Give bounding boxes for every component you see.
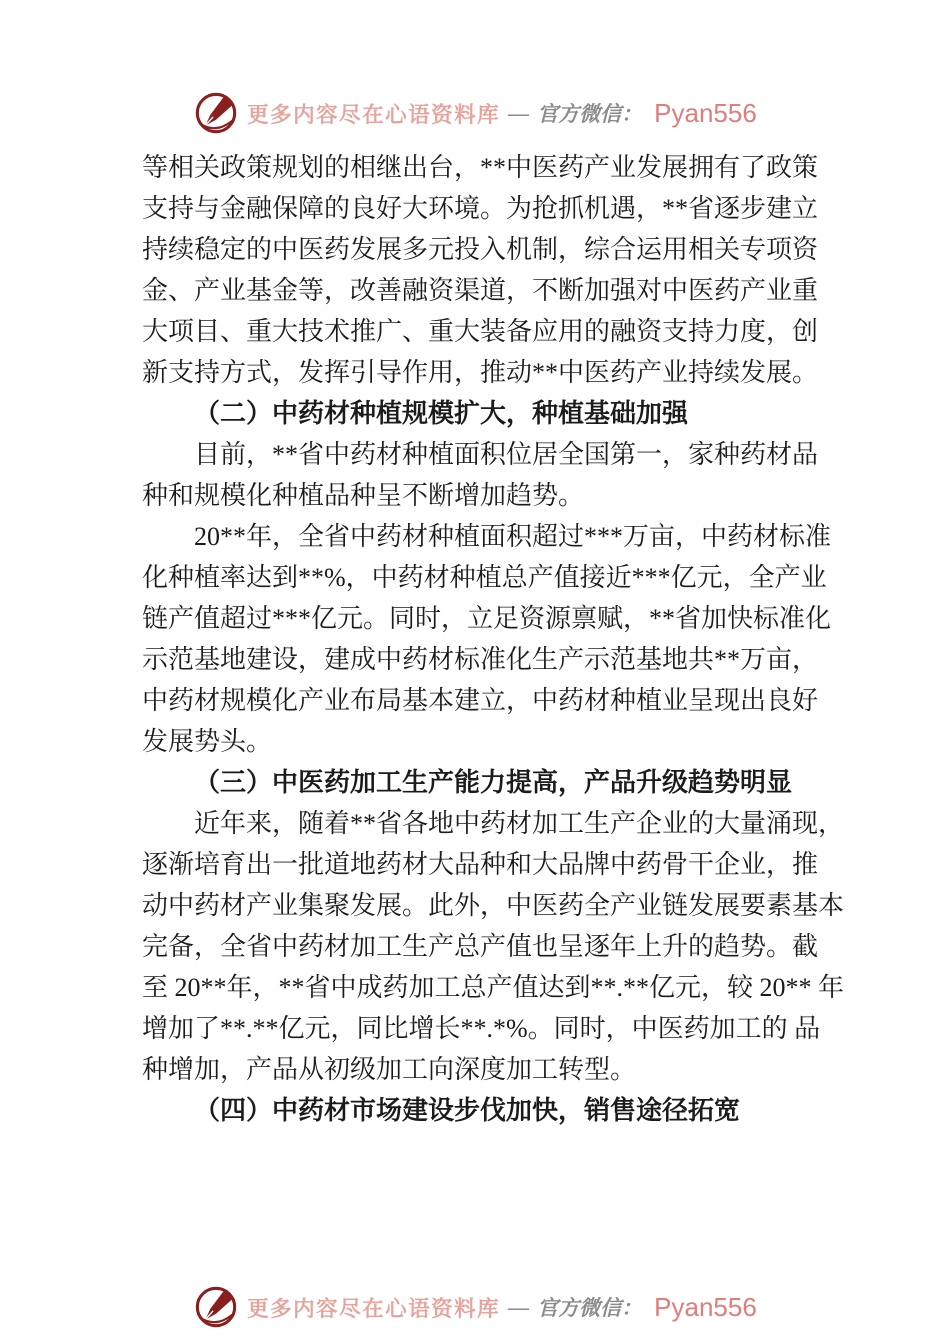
paragraph-text-line: 大项目、重大技术推广、重大装备应用的融资支持力度，创 [142, 317, 819, 346]
watermark-brand-text: 更多内容尽在心语资料库 [247, 1296, 501, 1321]
pen-nib-circle-icon [193, 90, 239, 136]
watermark-dash: — [508, 100, 530, 125]
footer-watermark [0, 1283, 950, 1331]
document-body [142, 147, 845, 1131]
paragraph-text-line: 增加了**.**亿元，同比增长**.*%。同时，中医药加工的 品 [142, 1014, 821, 1043]
paragraph-text-line: 示范基地建设，建成中药材标准化生产示范基地共**万亩， [142, 645, 819, 674]
section-heading-line: （二）中药材种植规模扩大，种植基础加强 [194, 399, 689, 428]
watermark-wechat-label: 官方微信： [537, 1296, 643, 1320]
paragraph-text-line: 至 20**年，**省中成药加工总产值达到**.**亿元，较 20** 年 [142, 973, 845, 1002]
paragraph-text-line: 种增加，产品从初级加工向深度加工转型。 [142, 1055, 637, 1084]
pen-nib-circle-icon [193, 1284, 239, 1330]
paragraph-text-line: 发展势头。 [142, 727, 273, 756]
paragraph-text-line: 近年来，随着**省各地中药材加工生产企业的大量涌现， [194, 809, 845, 838]
section-heading-line: （四）中药材市场建设步伐加快，销售途径拓宽 [194, 1096, 741, 1125]
header-watermark [0, 89, 950, 137]
paragraph-text-line: 等相关政策规划的相继出台，**中医药产业发展拥有了政策 [142, 153, 819, 182]
paragraph-text-line: 目前，**省中药材种植面积位居全国第一，家种药材品 [194, 440, 819, 469]
paragraph-text-line: 动中药材产业集聚发展。此外，中医药全产业链发展要素基本 [142, 891, 845, 920]
watermark-dash: — [508, 1294, 530, 1319]
paragraph-text-line: 化种植率达到**%，中药材种植总产值接近***亿元，全产业 [142, 563, 827, 592]
watermark-brand-text: 更多内容尽在心语资料库 [247, 102, 501, 127]
watermark-wechat-id: Pyan556 [654, 97, 757, 128]
paragraph-text-line: 20**年，全省中药材种植面积超过***万亩，中药材标准 [194, 522, 832, 551]
paragraph-text-line: 逐渐培育出一批道地药材大品种和大品牌中药骨干企业，推 [142, 850, 819, 879]
paragraph-text-line: 金、产业基金等，改善融资渠道，不断加强对中医药产业重 [142, 276, 819, 305]
paragraph-text-line: 支持与金融保障的良好大环境。为抢抓机遇，**省逐步建立 [142, 194, 819, 223]
paragraph-text-line: 中药材规模化产业布局基本建立，中药材种植业呈现出良好 [142, 686, 819, 715]
paragraph-text-line: 种和规模化种植品种呈不断增加趋势。 [142, 481, 585, 510]
watermark-wechat-label: 官方微信： [537, 102, 643, 126]
watermark-wechat-id: Pyan556 [654, 1291, 757, 1322]
paragraph-text-line: 完备，全省中药材加工生产总产值也呈逐年上升的趋势。截 [142, 932, 819, 961]
paragraph-text-line: 新支持方式，发挥引导作用，推动**中医药产业持续发展。 [142, 358, 819, 387]
paragraph-text-line: 持续稳定的中医药发展多元投入机制，综合运用相关专项资 [142, 235, 819, 264]
paragraph-text-line: 链产值超过***亿元。同时，立足资源禀赋，**省加快标准化 [142, 604, 832, 633]
section-heading-line: （三）中医药加工生产能力提高，产品升级趋势明显 [194, 768, 793, 797]
